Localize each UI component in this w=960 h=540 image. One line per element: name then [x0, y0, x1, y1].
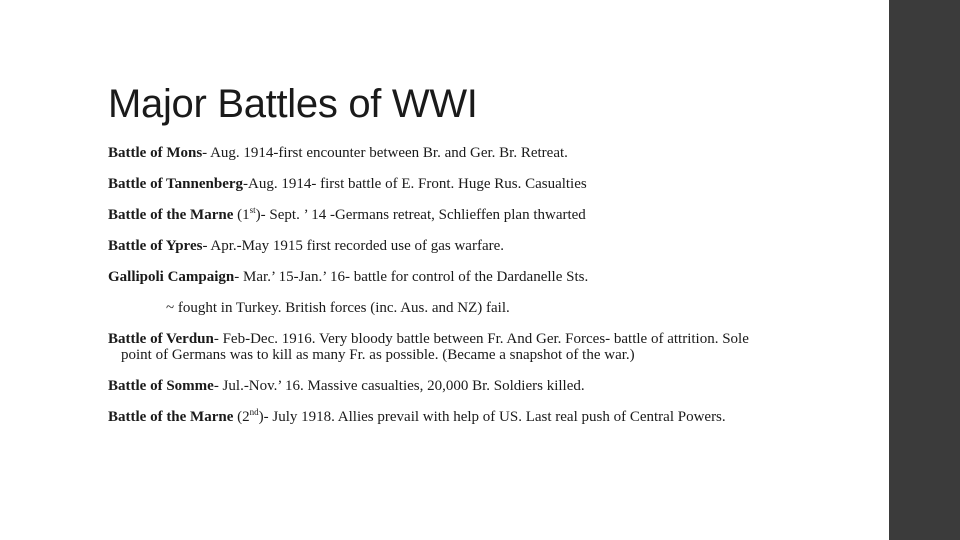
side-bar — [889, 0, 960, 540]
gallipoli-note: ~ fought in Turkey. British forces (inc. Aus. and NZ) fail. — [166, 300, 510, 316]
battle-ordinal: (2 — [233, 408, 250, 425]
battle-name: Battle of the Marne — [108, 408, 234, 425]
battle-desc: - Feb-Dec. 1916. Very bloody battle between Fr. And Ger. Forces- battle of attrition. Sole point of Germans was to kill as many Fr. as possible. (Became a snapshot of the war.) — [121, 331, 749, 363]
battle-item-mons — [108, 146, 778, 162]
battle-name: Battle of Tannenberg — [108, 176, 244, 192]
battle-item-ypres — [108, 239, 778, 255]
battle-name: Battle of Somme — [108, 377, 214, 394]
ordinal-suffix: nd — [249, 406, 259, 417]
battle-desc: - Apr.-May 1915 first recorded use of gas warfare. — [202, 238, 505, 254]
battle-desc: )- Sept. ’ 14 -Germans retreat, Schlieffen plan thwarted — [255, 207, 586, 223]
battle-ordinal: (1 — [233, 207, 250, 223]
battle-desc: - Mar.’ 15-Jan.’ 16- battle for control of the Dardanelle Sts. — [234, 269, 589, 285]
battle-desc: -Aug. 1914- first battle of E. Front. Huge Rus. Casualties — [243, 176, 587, 192]
battle-desc: )- July 1918. Allies prevail with help of US. Last real push of Central Powers. — [258, 408, 726, 425]
slide-title: Major Battles of WWI — [108, 82, 478, 126]
battle-name: Battle of Verdun — [108, 331, 214, 347]
battle-name: Battle of the Marne — [108, 207, 234, 223]
battle-item-verdun — [108, 332, 778, 363]
ordinal-suffix: st — [249, 205, 256, 215]
battle-item-marne-first — [108, 205, 778, 224]
battle-item-tannenberg — [108, 177, 778, 193]
battle-item-gallipoli — [108, 270, 778, 286]
battle-name: Battle of Mons — [108, 145, 203, 161]
battle-name: Gallipoli Campaign — [108, 269, 235, 285]
battle-desc: - Aug. 1914-first encounter between Br. and Ger. Br. Retreat. — [202, 145, 568, 161]
battle-desc: - Jul.-Nov.’ 16. Massive casualties, 20,000 Br. Soldiers killed. — [213, 377, 585, 394]
battle-list — [108, 146, 778, 425]
battle-item-marne-second — [108, 406, 778, 426]
battle-name: Battle of Ypres — [108, 238, 203, 254]
battle-item-somme — [108, 379, 778, 395]
